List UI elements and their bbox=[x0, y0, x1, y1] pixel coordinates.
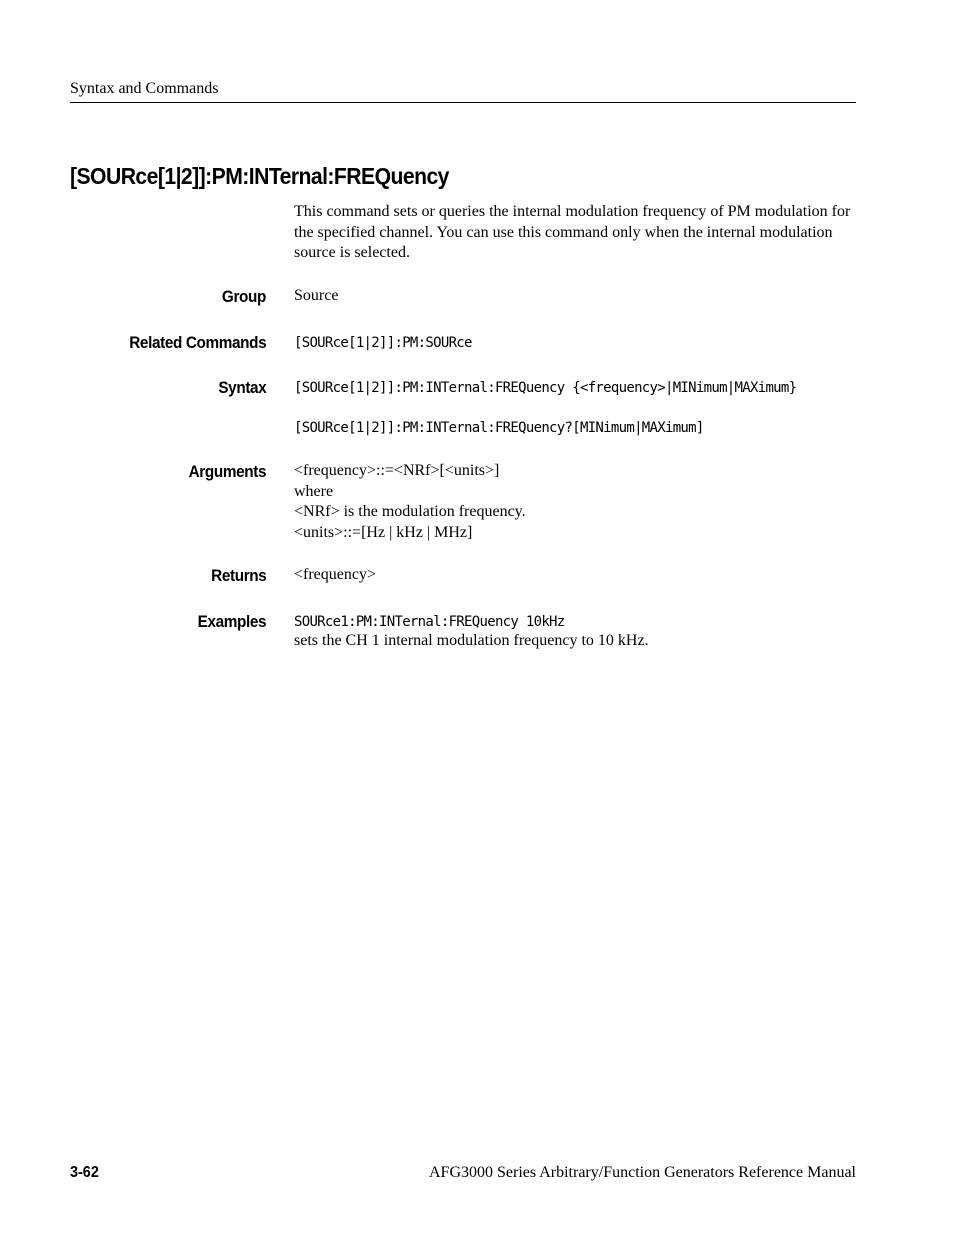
command-description bbox=[294, 202, 856, 264]
syntax-set-form: [SOURce[1|2]]:PM:INTernal:FREQuency {<frequency>|MINimum|MAXimum} bbox=[294, 380, 797, 396]
argument-line: <frequency>::=<NRf>[<units>] bbox=[294, 462, 500, 479]
command-title: [SOURce[1|2]]:PM:INTernal:FREQuency bbox=[70, 163, 449, 189]
arguments-label: Arguments bbox=[188, 462, 266, 481]
example-explanation: sets the CH 1 internal modulation frequency to 10 kHz. bbox=[294, 632, 649, 649]
argument-line: <NRf> is the modulation frequency. bbox=[294, 503, 526, 520]
example-code: SOURce1:PM:INTernal:FREQuency 10kHz bbox=[294, 614, 565, 630]
argument-line: <units>::=[Hz | kHz | MHz] bbox=[294, 523, 473, 541]
group-label: Group bbox=[221, 287, 266, 306]
syntax-query-form: [SOURce[1|2]]:PM:INTernal:FREQuency?[MINimum|MAXimum] bbox=[294, 420, 704, 436]
syntax-label: Syntax bbox=[217, 378, 266, 397]
argument-line: where bbox=[294, 482, 334, 500]
description-text: This command sets or queries the internal modulation frequency of PM modulation for the specified channel. You can use this command only when the internal modulation source is selected. bbox=[294, 203, 851, 261]
returns-label: Returns bbox=[210, 566, 266, 585]
related-command-value: [SOURce[1|2]]:PM:SOURce bbox=[294, 335, 472, 351]
manual-title: AFG3000 Series Arbitrary/Function Generators Reference Manual bbox=[429, 1164, 856, 1181]
group-value: Source bbox=[294, 287, 339, 304]
returns-value: <frequency> bbox=[294, 566, 377, 583]
header-divider bbox=[70, 102, 856, 103]
related-commands-label: Related Commands bbox=[128, 333, 266, 352]
running-header: Syntax and Commands bbox=[70, 80, 219, 97]
page-number: 3-62 bbox=[70, 1164, 99, 1181]
examples-label: Examples bbox=[197, 612, 266, 631]
